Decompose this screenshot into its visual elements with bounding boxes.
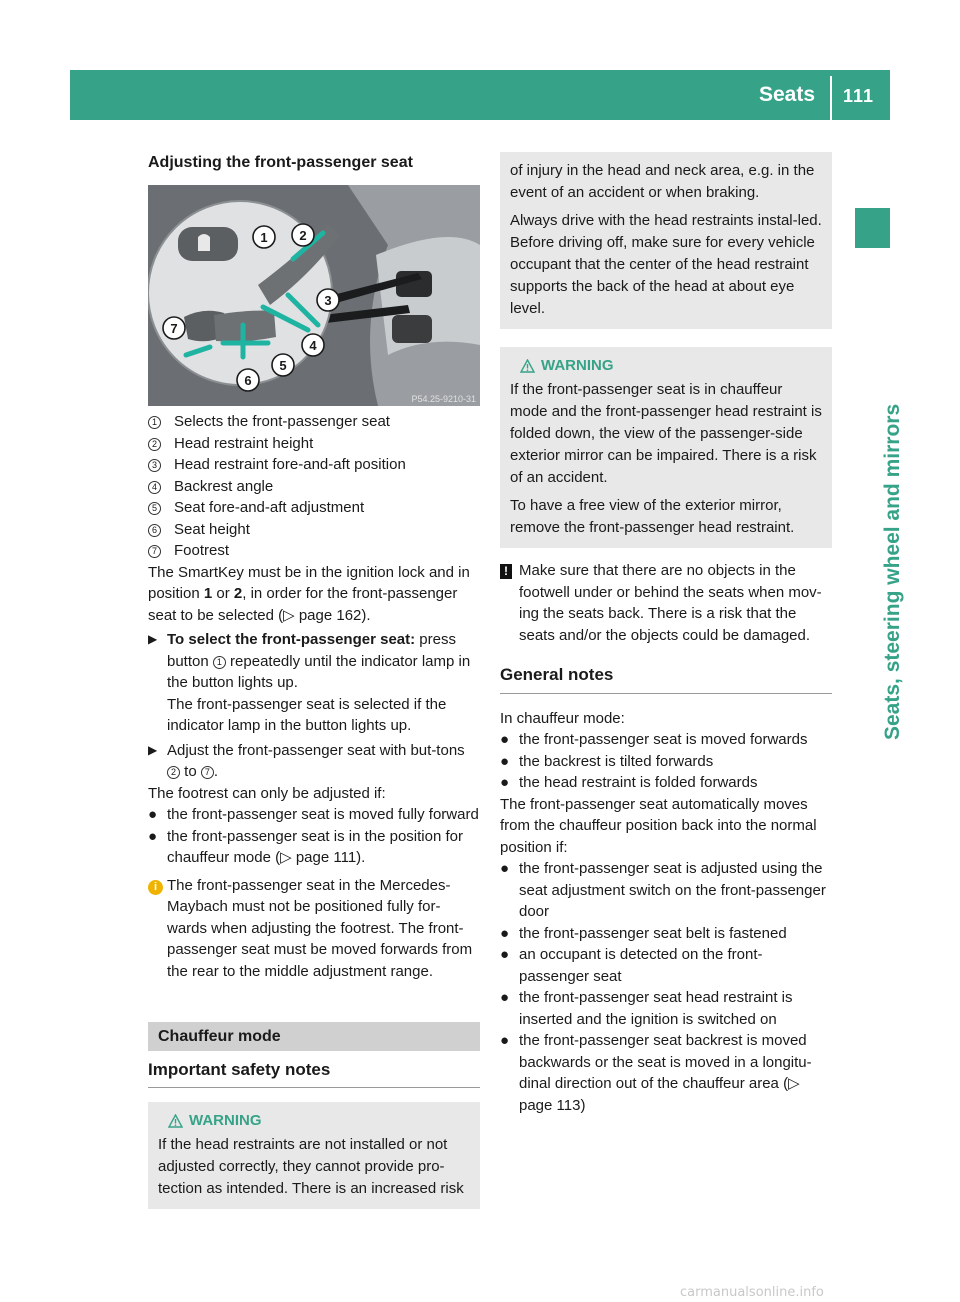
instruction-step: ▶ Adjust the front-passenger seat with but-tons 2 to 7 . [148, 740, 480, 783]
legend-item: 4 Backrest angle [148, 476, 480, 498]
section-heading: Adjusting the front-passenger seat [148, 154, 413, 171]
warning-triangle-icon [520, 359, 535, 373]
warning-box: WARNING If the head restraints are not installed or not adjusted correctly, they cannot provide pro-tection as intended. There is an increased risk [148, 1102, 480, 1209]
list-item: ● the front-passenger seat is adjusted using the seat adjustment switch on the front-passenger door [500, 860, 826, 920]
header-divider [830, 76, 832, 120]
chauffeur-intro: In chauffeur mode: [500, 709, 625, 727]
legend-list [148, 411, 480, 562]
list-item: ● an occupant is detected on the front-passenger seat [500, 946, 763, 985]
legend-item: 1 Selects the front-passenger seat [148, 411, 480, 433]
callout-3: 3 [324, 293, 332, 308]
page-number: 111 [843, 86, 875, 106]
footrest-paragraph: The footrest can only be adjusted if: [148, 784, 386, 802]
page-ref-arrow-icon: ▷ [788, 1075, 800, 1092]
right-column [500, 152, 832, 1116]
legend-item: 5 Seat fore-and-aft adjustment [148, 497, 480, 519]
warning-title: WARNING [510, 355, 822, 377]
warning-box-continued: of injury in the head and neck area, e.g. in the event of an accident or when braking. Always drive with the head restraints instal-led. Before driving off, make sure for every vehicle occupant that the center of the head restraint supports the back of the head at about eye level. [500, 152, 832, 329]
general-notes-heading: General notes [500, 664, 832, 694]
damage-notice: ! Make sure that there are no objects in the footwell under or behind the seats when mov-ing the seats back. There is a risk that the seats and/or the objects could be damaged. [500, 560, 832, 646]
side-tab-marker [855, 208, 890, 248]
callout-1: 1 [260, 230, 268, 245]
warning-title: WARNING [158, 1110, 470, 1132]
exclamation-icon: ! [500, 564, 512, 579]
callout-2: 2 [299, 228, 307, 243]
legend-item: 3 Head restraint fore-and-aft position [148, 454, 480, 476]
page-ref-arrow-icon: ▷ [283, 606, 295, 624]
section-band-title: Chauffeur mode [148, 1022, 480, 1051]
instruction-step: ▶ To select the front-passenger seat: press button 1 repeatedly until the indicator lamp in the button lights up. The front-passenger seat is selected if the indicator lamp in the button lights up. [148, 629, 480, 737]
callout-6: 6 [244, 373, 252, 388]
list-item: ● the front-passenger seat is moved fully forward [148, 806, 479, 823]
subsection-heading: Important safety notes [148, 1059, 480, 1088]
page-ref-arrow-icon: ▷ [280, 849, 292, 866]
list-item: ● the front-passenger seat head restraint is inserted and the ignition is switched on [500, 989, 793, 1028]
info-icon: i [148, 880, 163, 895]
callout-5: 5 [279, 358, 287, 373]
warning-box: WARNING If the front-passenger seat is in chauffeur mode and the front-passenger head restraint is folded down, the view of the passenger-side exterior mirror can be impaired. There is a risk of an accident. To have a free view of the exterior mirror, remove the front-passenger head restraint. [500, 347, 832, 548]
legend-item: 2 Head restraint height [148, 433, 480, 455]
figure-code: P54.25-9210-31 [411, 394, 476, 404]
header-title: Seats [759, 83, 816, 106]
smartkey-paragraph: The SmartKey must be in the ignition lock and in position 1 or 2, in order for the front-passenger seat to be selected (▷ page 162). [148, 563, 470, 624]
step-arrow-icon: ▶ [148, 742, 158, 757]
legend-item: 6 Seat height [148, 519, 480, 541]
list-item: ● the front-passenger seat backrest is moved backwards or the seat is moved in a longitu-dinal direction out of the chauffeur area (▷ page 113) [500, 1032, 812, 1114]
list-item: ● the front-passenger seat is moved forwards [500, 731, 808, 748]
footer-watermark: carmanualsonline.info [680, 1285, 824, 1300]
step-arrow-icon: ▶ [148, 632, 158, 646]
legend-item: 7 Footrest [148, 540, 480, 562]
seat-controls-illustration [148, 185, 480, 406]
left-column [148, 152, 480, 1209]
auto-return-paragraph: The front-passenger seat automatically moves from the chauffeur position back into the normal position if: [500, 795, 817, 856]
seat-controls-figure [148, 185, 480, 406]
list-item: ● the front-passenger seat is in the position for chauffeur mode (▷ page 111). [148, 827, 464, 866]
list-item: ● the front-passenger seat belt is fastened [500, 924, 787, 942]
list-item: ● the head restraint is folded forwards [500, 774, 758, 791]
list-item: ● the backrest is tilted forwards [500, 752, 714, 770]
callout-4: 4 [309, 338, 317, 353]
warning-triangle-icon [168, 1114, 183, 1128]
side-chapter-label [855, 260, 904, 780]
side-label-text: Seats, steering wheel and mirrors [880, 403, 904, 740]
info-note: i The front-passenger seat in the Mercedes-Maybach must not be positioned fully for-wards when adjusting the footrest. The front-passenger seat must be moved forwards from the rear to the middle adjustment range. [148, 875, 480, 983]
callout-7: 7 [170, 321, 178, 336]
